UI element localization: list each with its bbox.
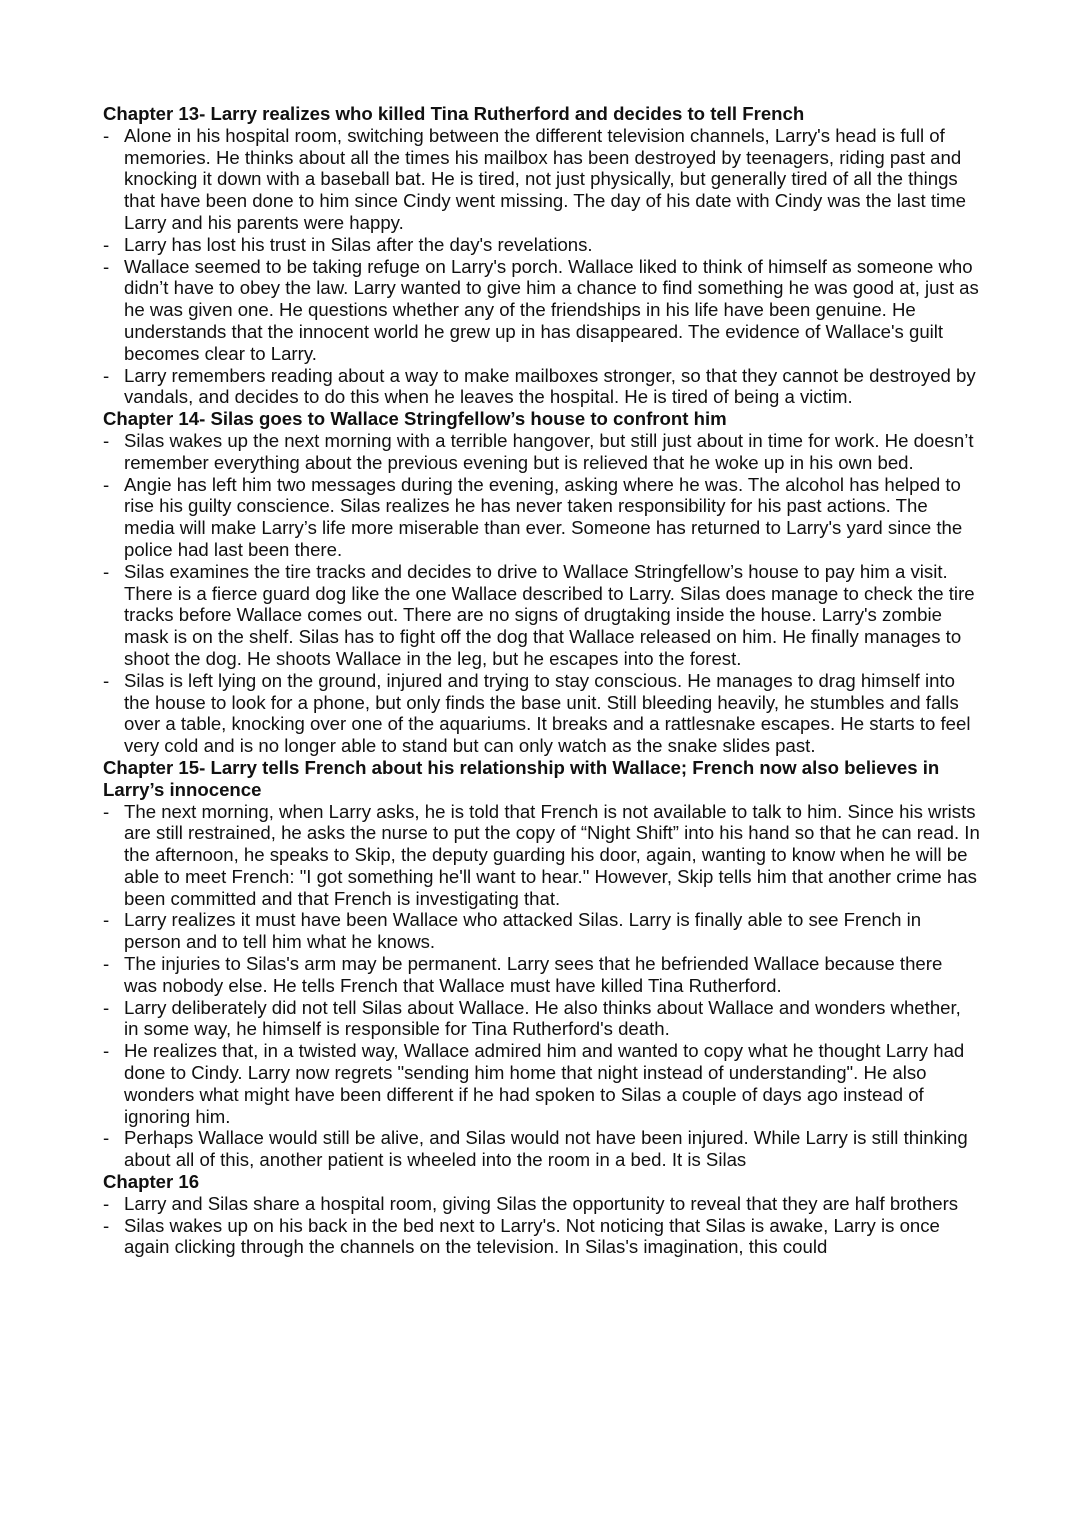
bullet-item <box>103 365 980 409</box>
bullet-text: Silas wakes up the next morning with a terrible hangover, but still just about in time for work. He doesn’t remember everything about the previous evening but is relieved that he woke up in his own bed. <box>124 429 974 473</box>
bullet-dash: - <box>103 233 110 255</box>
bullet-dash: - <box>103 1214 110 1236</box>
bullet-item <box>103 997 980 1041</box>
bullet-text: Angie has left him two messages during the evening, asking where he was. The alcohol has helped to rise his guilty conscience. Silas realizes he has never taken responsibility for his past actions. The media will make Larry’s life more miserable than ever. Someone has returned to Larry's yard since the police had last been there. <box>124 473 963 560</box>
bullet-item <box>103 430 980 474</box>
bullet-item <box>103 1127 980 1171</box>
chapter-14-heading: Chapter 14- Silas goes to Wallace Stringfellow’s house to confront him <box>103 408 727 430</box>
bullet-text: The injuries to Silas's arm may be permanent. Larry sees that he befriended Wallace because there was nobody else. He tells French that Wallace must have killed Tina Rutherford. <box>124 953 943 996</box>
chapter-15-bullet-list <box>103 801 980 1172</box>
bullet-dash: - <box>103 429 110 451</box>
bullet-dash: - <box>103 1192 110 1214</box>
chapter-13-heading: Chapter 13- Larry realizes who killed Tina Rutherford and decides to tell French <box>103 103 805 124</box>
chapter-16-bullet-list <box>103 1193 980 1258</box>
bullet-text: Larry remembers reading about a way to make mailboxes stronger, so that they cannot be destroyed by vandals, and decides to do this when he leaves the hospital. He is tired of being a victim. <box>124 364 976 408</box>
bullet-text: Wallace seemed to be taking refuge on Larry's porch. Wallace liked to think of himself as someone who didn’t have to obey the law. Larry wanted to give him a chance to find something he was good at, just as he was given one. He questions whether any of the friendships in his life have been genuine. He understands that the innocent world he grew up in has disappeared. The evidence of Wallace's guilt becomes clear to Larry. <box>124 255 979 364</box>
bullet-item <box>103 234 980 256</box>
bullet-item <box>103 256 980 365</box>
bullet-text: Larry and Silas share a hospital room, giving Silas the opportunity to reveal that they are half brothers <box>124 1192 959 1214</box>
bullet-text: Silas is left lying on the ground, injured and trying to stay conscious. He manages to drag himself into the house to look for a phone, but only finds the base unit. Still bleeding heavily, he stumbles and falls over a table, knocking over one of the aquariums. It breaks and a rattlesnake escapes. He starts to feel very cold and is no longer able to stand but can only watch as the snake slides past. <box>124 669 971 757</box>
bullet-dash: - <box>103 364 110 386</box>
bullet-item <box>103 1040 980 1127</box>
bullet-dash: - <box>103 560 110 582</box>
bullet-dash: - <box>103 1040 110 1062</box>
chapter-15-section <box>103 757 980 1171</box>
bullet-dash: - <box>103 800 110 822</box>
bullet-text: Silas wakes up on his back in the bed next to Larry's. Not noticing that Silas is awake, Larry is once again clicking through the channels on the television. In Silas's imagination, this could <box>124 1214 940 1258</box>
bullet-dash: - <box>103 669 110 691</box>
bullet-dash: - <box>103 473 110 495</box>
bullet-text: The next morning, when Larry asks, he is told that French is not available to talk to him. Since his wrists are still restrained, he asks the nurse to put the copy of “Night Shift” into his hand so that he can read. In the afternoon, he speaks to Skip, the deputy guarding his door, again, wanting to know when he will be able to meet French: "I got something he'll want to hear." However, Skip tells him that another crime has been committed and that French is investigating that. <box>124 800 980 909</box>
chapter-14-bullet-list <box>103 430 980 757</box>
chapter-16-section <box>103 1171 980 1258</box>
bullet-item <box>103 909 980 953</box>
chapter-15-heading: Chapter 15- Larry tells French about his relationship with Wallace; French now also believes in Larry’s innocence <box>103 756 940 800</box>
chapter-16-heading: Chapter 16 <box>103 1171 200 1193</box>
chapter-14-section <box>103 408 980 757</box>
bullet-dash: - <box>103 1127 110 1149</box>
bullet-text: He realizes that, in a twisted way, Wallace admired him and wanted to copy what he thought Larry had done to Cindy. Larry now regrets "sending him home that night instead of understanding". He also wonders what might have been different if he had spoken to Silas a couple of days ago instead of ignoring him. <box>124 1040 965 1127</box>
bullet-item <box>103 561 980 670</box>
bullet-dash: - <box>103 996 110 1018</box>
bullet-item <box>103 474 980 561</box>
bullet-item <box>103 801 980 910</box>
bullet-text: Larry has lost his trust in Silas after the day's revelations. <box>124 233 593 255</box>
bullet-item <box>103 1215 980 1259</box>
chapter-13-bullet-list <box>103 125 980 408</box>
bullet-text: Perhaps Wallace would still be alive, and Silas would not have been injured. While Larry is still thinking about all of this, another patient is wheeled into the room in a bed. It is Silas <box>124 1127 968 1171</box>
bullet-item <box>103 1193 980 1215</box>
bullet-dash: - <box>103 124 110 146</box>
bullet-item <box>103 125 980 234</box>
bullet-text: Larry realizes it must have been Wallace who attacked Silas. Larry is finally able to see French in person and to tell him what he knows. <box>124 909 922 953</box>
bullet-item <box>103 670 980 757</box>
bullet-dash: - <box>103 953 110 975</box>
bullet-text: Alone in his hospital room, switching between the different television channels, Larry's head is full of memories. He thinks about all the times his mailbox has been destroyed by teenagers, riding past and knocking it down with a baseball bat. He is tired, not just physically, but generally tired of all the things that have been done to him since Cindy went missing. The day of his date with Cindy was the last time Larry and his parents were happy. <box>124 124 966 233</box>
bullet-dash: - <box>103 255 110 277</box>
bullet-item <box>103 953 980 997</box>
bullet-text: Silas examines the tire tracks and decides to drive to Wallace Stringfellow’s house to pay him a visit. There is a fierce guard dog like the one Wallace described to Larry. Silas does manage to check the tire tracks before Wallace comes out. There are no signs of drugtaking inside the house. Larry's zombie mask is on the shelf. Silas has to fight off the dog that Wallace released on him. He finally manages to shoot the dog. He shoots Wallace in the leg, but he escapes into the forest. <box>124 560 975 669</box>
bullet-text: Larry deliberately did not tell Silas about Wallace. He also thinks about Wallace and wonders whether, in some way, he himself is responsible for Tina Rutherford's death. <box>124 996 961 1040</box>
chapter-13-section <box>103 103 980 408</box>
bullet-dash: - <box>103 909 110 931</box>
